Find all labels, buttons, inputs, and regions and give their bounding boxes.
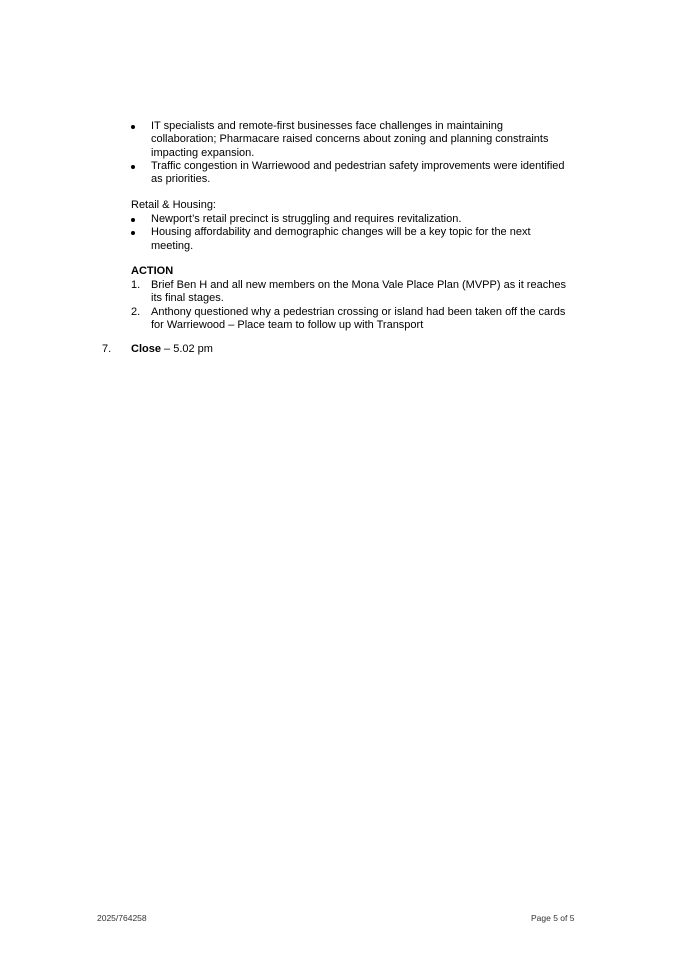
- retail-housing-heading: Retail & Housing:: [131, 199, 216, 211]
- list-item: [131, 306, 571, 333]
- bullet-text: Housing affordability and demographic changes will be a key topic for the next meeting.: [151, 226, 531, 252]
- footer-page-number: Page 5 of 5: [531, 913, 575, 923]
- footer-doc-ref: 2025/764258: [97, 913, 147, 923]
- agenda-item-number: 7.: [102, 343, 112, 355]
- bullet-icon: [131, 218, 135, 222]
- agenda-item-label: Close: [131, 343, 161, 355]
- agenda-item-close: [102, 343, 213, 356]
- action-list: [131, 279, 571, 332]
- top-bullet-list: [131, 120, 571, 186]
- agenda-item-text: – 5.02 pm: [160, 343, 213, 355]
- action-heading: ACTION: [131, 265, 174, 277]
- list-item: [131, 120, 571, 160]
- item-text: Anthony questioned why a pedestrian crossing or island had been taken off the cards for Warriewood – Place team to follow up with Transport: [151, 305, 566, 331]
- list-item: [131, 160, 571, 187]
- bullet-text: Newport’s retail precinct is struggling and requires revitalization.: [151, 213, 462, 225]
- retail-housing-bullet-list: [131, 213, 571, 253]
- list-item: [131, 279, 571, 306]
- list-item: [131, 213, 571, 226]
- bullet-icon: [131, 125, 135, 129]
- bullet-text: IT specialists and remote-first businesses face challenges in maintaining collaboration; Pharmacare raised concerns about zoning and planning constraints impacting expansion.: [151, 120, 549, 159]
- bullet-icon: [131, 231, 135, 235]
- bullet-icon: [131, 165, 135, 169]
- item-number: 1.: [131, 279, 141, 291]
- item-text: Brief Ben H and all new members on the Mona Vale Place Plan (MVPP) as it reaches its final stages.: [151, 279, 566, 305]
- bullet-text: Traffic congestion in Warriewood and pedestrian safety improvements were identified as priorities.: [151, 159, 565, 186]
- list-item: [131, 226, 571, 253]
- item-number: 2.: [131, 305, 141, 318]
